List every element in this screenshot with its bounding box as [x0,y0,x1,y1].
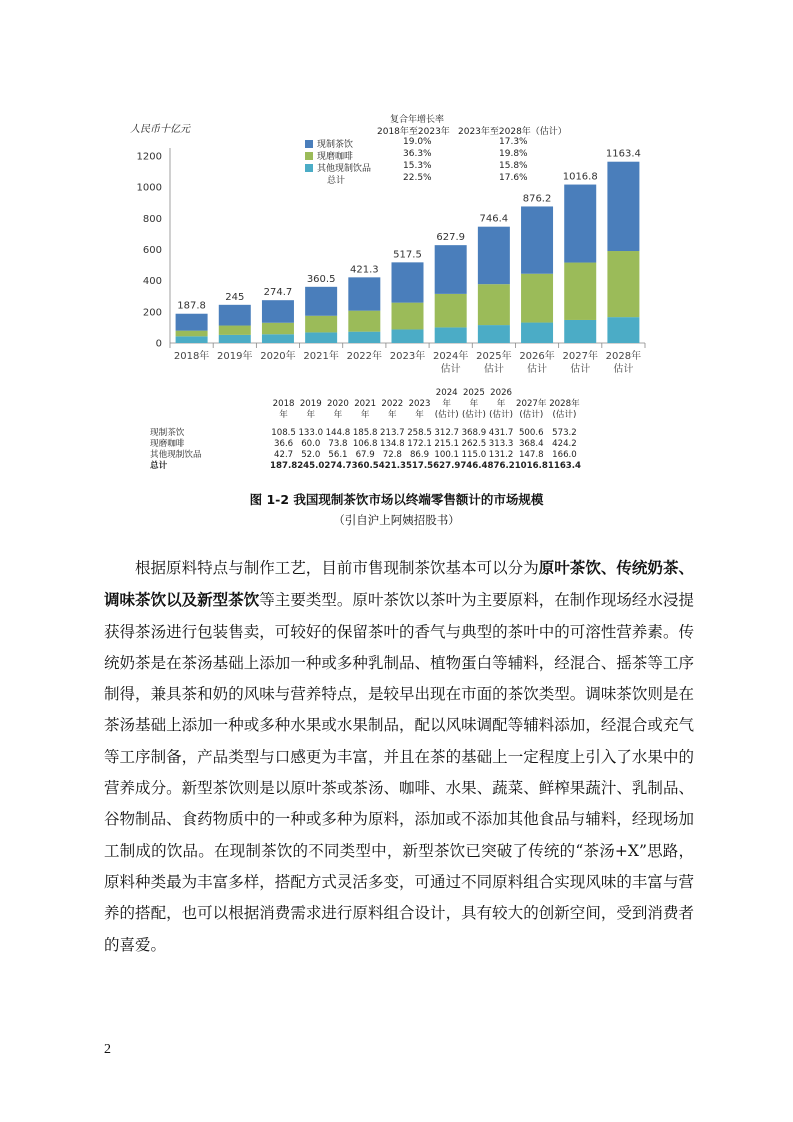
table-cell: 312.7 [434,428,460,438]
bar-segment [176,336,208,343]
table-cell: 131.2 [488,450,514,460]
table-cell: 746.4 [460,461,488,471]
cagr-col2-header: 2023年至2028年（估计） [458,127,567,137]
table-cell: 245.0 [297,461,325,471]
table-cell: 368.9 [461,428,487,438]
y-tick-label: 1200 [136,151,162,163]
bar-segment [435,245,467,294]
bar-segment [305,332,337,343]
table-column-header: 2018年 [272,399,295,420]
table-row [148,461,581,472]
bar-segment [478,325,510,343]
table-cell: 258.5 [407,428,432,438]
bar-segment [262,323,294,335]
body-text-part: 根据原料特点与制作工艺，目前市售现制茶饮基本可以分为 [135,559,539,577]
cagr-value: 22.5% [403,173,432,183]
table-row [148,439,581,450]
bar-segment [176,314,208,331]
cagr-value: 19.0% [403,137,432,147]
table-row-label: 现磨咖啡 [150,439,185,449]
bar-segment [521,274,553,323]
table-column-header: 2019年 [299,399,322,420]
cagr-col1-header: 2018年至2023年 [377,127,450,137]
table-cell: 133.0 [298,428,324,438]
legend-swatch-coffee [305,152,313,160]
table-cell: 368.4 [518,439,544,449]
bar-segment [564,320,596,343]
table-row-label: 总计 [150,461,168,471]
bar-total-label: 746.4 [479,213,509,225]
table-column-header: 2021年 [354,399,377,420]
x-tick-label: 2022年 [346,351,383,362]
body-paragraph [104,552,694,961]
bar-segment [305,316,337,333]
table-cell: 86.9 [409,450,430,460]
table-cell: 213.7 [380,428,405,438]
table-cell: 185.8 [352,428,378,438]
y-tick-label: 0 [155,338,162,350]
cagr-legend [305,112,585,186]
y-tick-label: 400 [142,276,162,288]
bar-segment [564,185,596,263]
table-cell: 431.7 [488,428,514,438]
figure-source: （引自沪上阿姨招股书） [333,513,460,527]
table-row-label: 其他现制饮品 [150,450,202,460]
bar-segment [348,332,380,343]
table-cell: 60.0 [301,439,321,449]
y-tick-label: 200 [142,307,162,319]
market-size-data-table [148,388,581,472]
table-column-header: 2026年 (估计) [489,388,514,420]
table-cell: 424.2 [552,439,577,449]
x-tick-label: 2021年 [303,351,339,362]
bar-segment [607,251,639,317]
table-cell: 67.9 [355,450,375,460]
table-cell: 517.5 [405,461,434,471]
table-column-header: 2024年 (估计) [434,388,459,420]
table-cell: 147.8 [518,450,544,460]
bar-total-label: 627.9 [436,232,466,244]
bar-total-label: 421.3 [349,264,379,276]
table-header-row [148,388,581,428]
table-cell: 627.9 [433,461,461,471]
bar-total-label: 1163.4 [605,148,641,160]
bar-segment [392,303,424,330]
bar-segment [219,305,251,326]
x-tick-label: 2028年 [605,351,642,362]
table-cell: 215.1 [434,439,460,449]
bar-segment [478,227,510,284]
x-tick-label: 估计 [483,364,504,375]
y-axis-unit-label: 人民币十亿元 [130,124,190,135]
x-tick-label: 估计 [527,364,548,375]
table-cell: 52.0 [301,450,321,460]
table-cell: 36.6 [274,439,294,449]
body-text-part: 等主要类型。原叶茶饮以茶叶为主要原料，在制作现场经水浸提获得茶汤进行包装售卖，可较好的保留茶叶的香气与典型的茶叶中的可溶性营养素。传统奶茶是在茶汤基础上添加一种或多种乳制品、植物蛋白等辅料，经混合、摇茶等工序制得，兼具茶和奶的风味与营养特点，是较早出现在市面的茶饮类型。调味茶饮则是在茶汤基础上添加一种或多种水果或水果制品，配以风味调配等辅料添加，经混合或充气等工序制备，产品类型与口感更为丰富，并且在茶的基础上一定程度上引入了水果中的营养成分。新型茶饮则是以原叶茶或茶汤、咖啡、水果、蔬菜、鲜榨果蔬汁、乳制品、谷物制品、食药物质中的一种或多种为原料，添加或不添加其他食品与辅料，经现场加工制成的饮品。在现制茶饮的不同类型中，新型茶饮已突破了传统的“茶汤+X”思路，原料种类最为丰富多样，搭配方式灵活多变，可通过不同原料组合实现风味的丰富与营养的搭配，也可以根据消费需求进行原料组合设计，具有较大的创新空间，受到消费者的喜爱。 [104,591,694,954]
bar-segment [521,206,553,273]
legend-label: 现制茶饮 [317,140,354,150]
cagr-value: 15.8% [499,161,528,171]
legend-label: 其他现制饮品 [317,164,372,174]
bar-total-label: 876.2 [522,193,552,205]
bar-segment [176,331,208,337]
bar-segment [607,162,639,251]
bar-segment [219,335,251,343]
cagr-value: 15.3% [403,161,432,171]
table-column-header: 2028年 (估计) [549,399,580,420]
x-tick-label: 2024年 [432,351,469,362]
legend-item-total: 总计 [327,176,346,186]
x-tick-label: 2027年 [562,351,598,362]
bar-segment [262,300,294,323]
bar-segment [392,329,424,343]
bar-total-label: 245 [225,291,245,303]
x-tick-label: 2026年 [519,351,555,362]
legend-swatch-tea [305,140,313,148]
bar-total-label: 517.5 [393,249,422,261]
table-cell: 134.8 [380,439,405,449]
table-row-label: 现制茶饮 [150,428,185,438]
x-tick-label: 估计 [613,364,634,375]
cagr-value: 17.6% [499,173,528,183]
x-tick-label: 2023年 [389,351,426,362]
x-tick-label: 估计 [440,364,461,375]
bar-total-label: 274.7 [263,287,293,299]
table-column-header: 2020年 [327,399,349,420]
bar-segment [435,294,467,328]
bar-segment [521,323,553,343]
table-cell: 72.8 [382,450,402,460]
bar-segment [305,287,337,316]
table-cell: 1016.8 [514,461,548,471]
x-tick-label: 2019年 [217,351,253,362]
bar-segment [607,317,639,343]
bar-total-label: 187.8 [177,300,206,312]
bar-segment [478,284,510,325]
x-tick-label: 2020年 [260,351,296,362]
page-number: 2 [104,1042,111,1057]
table-cell: 172.1 [407,439,432,449]
table-cell: 262.5 [461,439,487,449]
table-cell: 313.3 [488,439,514,449]
table-corner [148,388,270,428]
table-cell: 573.2 [552,428,577,438]
table-cell: 166.0 [552,450,577,460]
x-tick-label: 2025年 [476,351,512,362]
table-cell: 1163.4 [547,461,582,471]
table-cell: 106.8 [352,439,378,449]
table-cell: 144.8 [325,428,351,438]
x-tick-label: 估计 [570,364,591,375]
bar-total-label: 360.5 [306,273,336,285]
legend-swatch-other [305,164,313,172]
cagr-value: 17.3% [499,137,528,147]
x-tick-label: 2018年 [173,351,210,362]
table-column-header: 2027年 (估计) [516,399,547,420]
cagr-title: 复合年增长率 [390,115,445,125]
table-cell: 421.3 [378,461,406,471]
cagr-value: 19.8% [499,149,528,159]
table-cell: 56.1 [328,450,348,460]
bar-segment [348,311,380,332]
bar-segment [262,334,294,343]
bar-segment [219,326,251,335]
bar-segment [348,277,380,310]
table-cell: 360.5 [351,461,379,471]
table-cell: 876.2 [487,461,515,471]
table-cell: 73.8 [328,439,348,449]
legend-label: 现磨咖啡 [317,152,354,162]
table-row [148,450,581,461]
table-column-header: 2023年 [408,399,431,420]
table-cell: 115.0 [461,450,487,460]
table-cell: 500.6 [518,428,544,438]
bar-total-label: 1016.8 [562,171,598,183]
table-column-header: 2025年 (估计) [461,388,486,420]
table-cell: 274.7 [324,461,352,471]
y-tick-label: 600 [142,245,162,256]
table-row [148,428,581,439]
bar-segment [392,262,424,302]
figure-caption: 图 1-2 我国现制茶饮市场以终端零售额计的市场规模 [249,492,544,507]
table-column-header: 2022年 [381,399,404,420]
y-tick-label: 1000 [136,182,162,194]
cagr-value: 36.3% [403,149,432,159]
body-text-bold: 原叶茶饮、传统奶茶、调味茶饮以及新型茶饮 [104,558,694,610]
bar-segment [435,327,467,343]
table-cell: 187.8 [270,461,298,471]
table-cell: 42.7 [274,450,294,460]
table-cell: 108.5 [271,428,296,438]
table-cell: 100.1 [434,450,460,460]
bar-segment [564,263,596,320]
y-tick-label: 800 [142,213,162,225]
